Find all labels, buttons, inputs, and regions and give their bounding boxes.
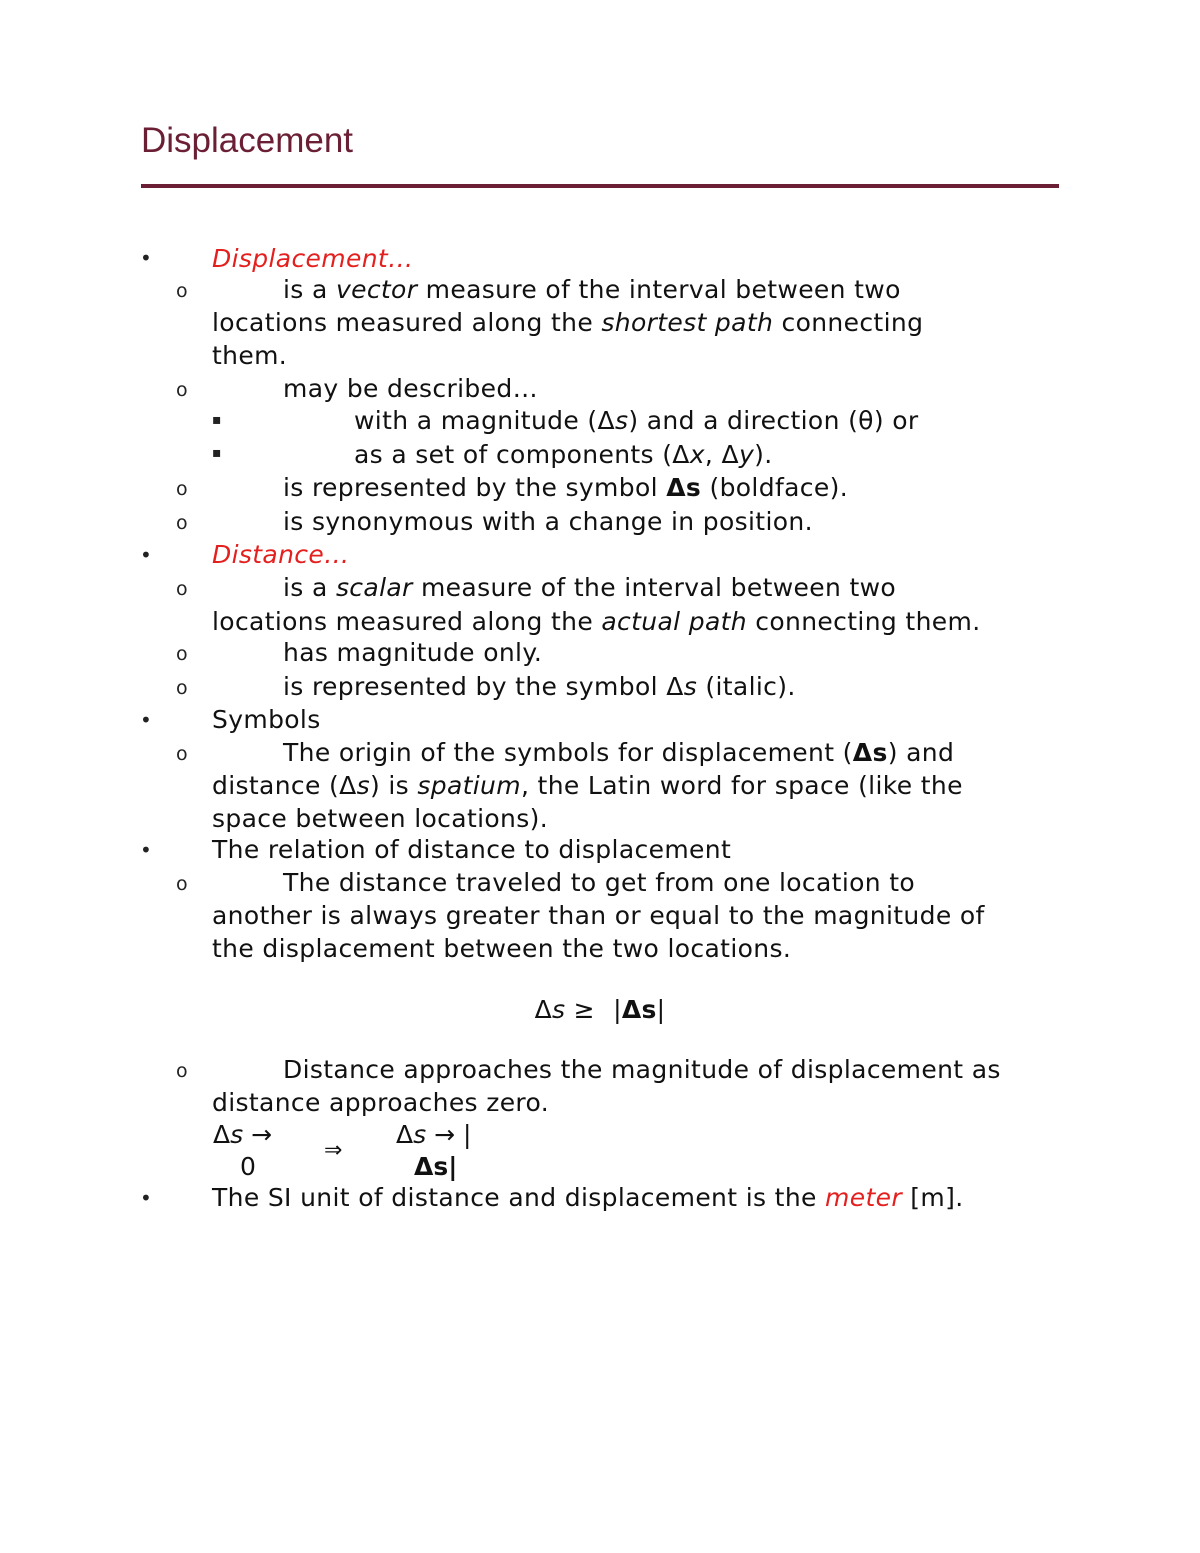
sub-bullet-marker: o bbox=[176, 379, 188, 401]
relation-inequality-line-3: the displacement between the two locations. bbox=[212, 934, 792, 963]
bullet-marker: • bbox=[140, 246, 152, 270]
sub-bullet-marker: o bbox=[176, 677, 188, 699]
limit-right-abs: Δs| bbox=[414, 1152, 458, 1181]
displacement-components: as a set of components (Δx, Δy). bbox=[354, 440, 773, 469]
displacement-described: may be described… bbox=[283, 374, 538, 403]
relation-heading: The relation of distance to displacement bbox=[212, 835, 732, 864]
symbols-origin-line-1: The origin of the symbols for displacement (Δs) and bbox=[283, 738, 955, 767]
distance-scalar-line-1: is a scalar measure of the interval between two bbox=[283, 573, 897, 602]
term-actual-path: actual path bbox=[601, 607, 747, 636]
sub-bullet-marker: o bbox=[176, 1060, 188, 1082]
bullet-marker: • bbox=[140, 838, 152, 862]
relation-approach-line-1: Distance approaches the magnitude of displacement as bbox=[283, 1055, 1001, 1084]
relation-inequality-line-2: another is always greater than or equal to the magnitude of bbox=[212, 901, 985, 930]
term-meter: meter bbox=[825, 1183, 902, 1212]
page-title: Displacement bbox=[141, 121, 354, 160]
term-shortest-path: shortest path bbox=[601, 308, 774, 337]
inequality-formula: Δs ≥ |Δs| bbox=[534, 995, 666, 1024]
symbols-heading: Symbols bbox=[212, 705, 321, 734]
sub-bullet-marker: o bbox=[176, 743, 188, 765]
displacement-magnitude-direction: with a magnitude (Δs) and a direction (θ) or bbox=[354, 406, 919, 435]
relation-inequality-line-1: The distance traveled to get from one location to bbox=[283, 868, 916, 897]
distance-symbol: is represented by the symbol Δs (italic). bbox=[283, 672, 796, 701]
distance-scalar-line-2: locations measured along the actual path connecting them. bbox=[212, 607, 981, 636]
sub-bullet-marker: o bbox=[176, 478, 188, 500]
si-unit-line: The SI unit of distance and displacement is the meter [m]. bbox=[212, 1183, 964, 1212]
displacement-symbol: is represented by the symbol Δs (boldface). bbox=[283, 473, 848, 502]
displacement-heading bbox=[212, 242, 413, 275]
bullet-marker: • bbox=[140, 543, 152, 567]
sub-bullet-marker: o bbox=[176, 643, 188, 665]
sub-bullet-marker: o bbox=[176, 512, 188, 534]
limit-left: Δs → bbox=[213, 1120, 273, 1149]
distance-heading-text: Distance… bbox=[212, 540, 350, 569]
limit-left-zero: 0 bbox=[240, 1152, 256, 1181]
sub-bullet-marker: o bbox=[176, 578, 188, 600]
term-spatium: spatium bbox=[417, 771, 521, 800]
term-scalar: scalar bbox=[335, 573, 413, 602]
distance-magnitude-only: has magnitude only. bbox=[283, 638, 543, 667]
relation-approach-line-2: distance approaches zero. bbox=[212, 1088, 550, 1117]
displacement-synonym: is synonymous with a change in position. bbox=[283, 507, 813, 536]
symbols-origin-line-3: space between locations). bbox=[212, 804, 549, 833]
sub-bullet-marker: o bbox=[176, 873, 188, 895]
distance-heading bbox=[212, 538, 349, 571]
title-rule bbox=[141, 184, 1059, 188]
bullet-marker: • bbox=[140, 1186, 152, 1210]
displacement-vector-line-2: locations measured along the shortest path connecting bbox=[212, 308, 924, 337]
implies-symbol: ⇒ bbox=[324, 1138, 343, 1163]
displacement-vector-line-1: is a vector measure of the interval between two bbox=[283, 275, 901, 304]
displacement-vector-line-3: them. bbox=[212, 341, 288, 370]
term-vector: vector bbox=[335, 275, 418, 304]
square-bullet-marker: ▪ bbox=[212, 445, 222, 461]
square-bullet-marker: ▪ bbox=[212, 412, 222, 428]
sub-bullet-marker: o bbox=[176, 280, 188, 302]
limit-right: Δs → | bbox=[396, 1120, 472, 1149]
bullet-marker: • bbox=[140, 708, 152, 732]
symbols-origin-line-2: distance (Δs) is spatium, the Latin word for space (like the bbox=[212, 771, 963, 800]
displacement-heading-text: Displacement… bbox=[212, 244, 414, 273]
